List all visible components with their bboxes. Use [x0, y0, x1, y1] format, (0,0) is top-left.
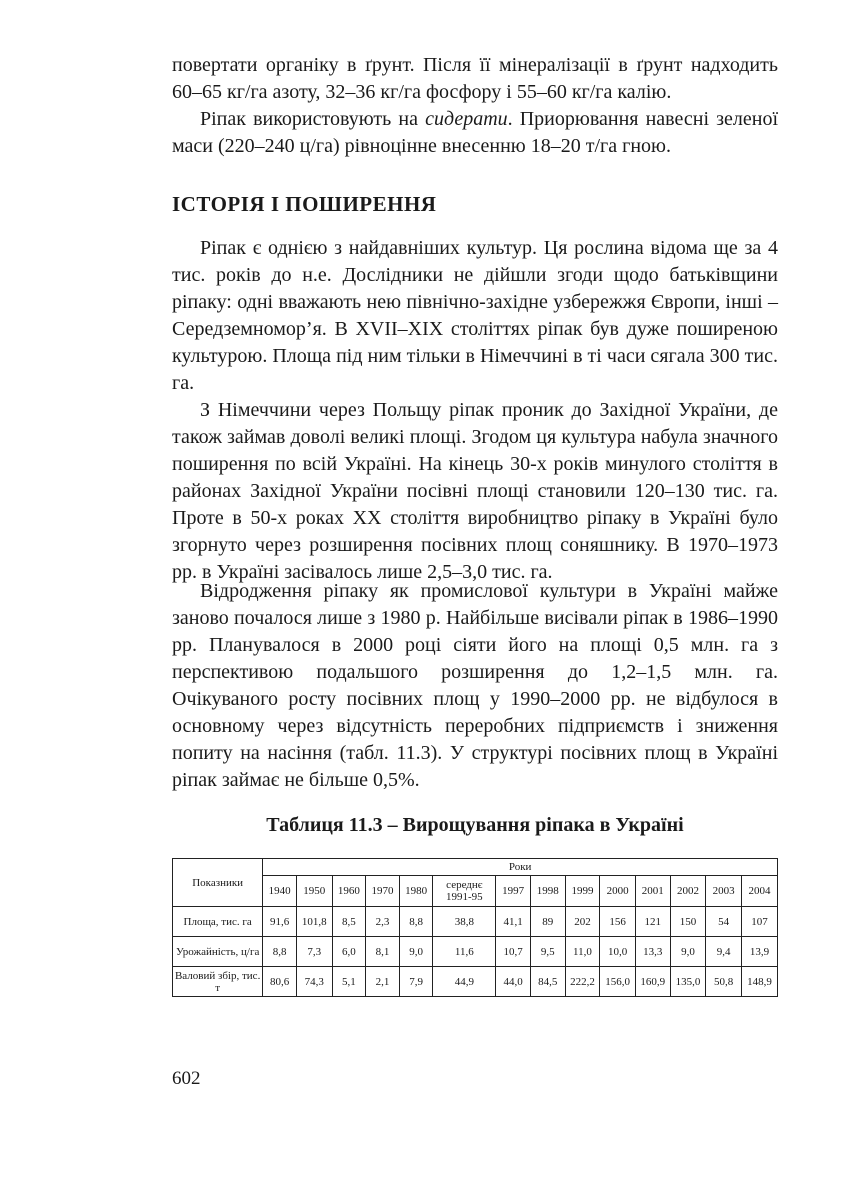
intro-paragraph-2 [172, 106, 778, 160]
table-cell: 121 [635, 907, 670, 937]
table-cell: 44,0 [496, 967, 531, 997]
section-heading: ІСТОРІЯ І ПОШИРЕННЯ [172, 192, 437, 216]
year-header-cell: 1999 [565, 876, 600, 907]
table-cell: 5,1 [332, 967, 366, 997]
year-header-cell: 1997 [496, 876, 531, 907]
intro-p2-italic-term: сидерати [425, 108, 508, 130]
table-cell: 41,1 [496, 907, 531, 937]
year-header-cell: 1950 [296, 876, 332, 907]
year-header-cell: 2003 [706, 876, 742, 907]
table-cell: 9,0 [670, 937, 706, 967]
table-cell: 150 [670, 907, 706, 937]
table-cell: 91,6 [263, 907, 297, 937]
intro-paragraph-1: повертати органіку в ґрунт. Після її мінералізації в ґрунт надходить 60–65 кг/га азоту, 32–36 кг/га фосфору і 55–60 кг/га калію. [172, 54, 778, 103]
table-cell: 135,0 [670, 967, 706, 997]
table-cell: 8,8 [263, 937, 297, 967]
table-cell: 156 [600, 907, 636, 937]
table-cell: 38,8 [433, 907, 496, 937]
table-cell: 160,9 [635, 967, 670, 997]
year-header-cell: середнє 1991-95 [433, 876, 496, 907]
table-cell: 2,3 [366, 907, 400, 937]
year-header-row [173, 876, 778, 907]
year-header-cell: 2002 [670, 876, 706, 907]
table-cell: 8,1 [366, 937, 400, 967]
table-cell: 202 [565, 907, 600, 937]
table-row [173, 967, 778, 997]
table-header-row [173, 859, 778, 876]
table-cell: 13,3 [635, 937, 670, 967]
table-cell: 50,8 [706, 967, 742, 997]
row-label: Урожайність, ц/га [173, 937, 263, 967]
table-row [173, 907, 778, 937]
table-cell: 44,9 [433, 967, 496, 997]
table-cell: 10,7 [496, 937, 531, 967]
table-cell: 148,9 [741, 967, 777, 997]
year-header-cell: 2000 [600, 876, 636, 907]
table-cell: 6,0 [332, 937, 366, 967]
history-paragraph-2: З Німеччини через Польщу ріпак проник до Західної України, де також займав доволі великі площі. Згодом ця культура набула значного поширення по всій Україні. На кінець 30-х років минулого століття в районах Західної України посівні площі становили 120–130 тис. га. Проте в 50-х роках XX століття виробництво ріпаку в Україні було згорнуто через розширення посівних площ соняшнику. В 1970–1973 рр. в Україні засівалось лише 2,5–3,0 тис. га. [172, 399, 778, 583]
table-cell: 101,8 [296, 907, 332, 937]
table-body [173, 907, 778, 997]
year-header-cell: 1998 [530, 876, 565, 907]
table-cell: 2,1 [366, 967, 400, 997]
history-paragraph-3: Відродження ріпаку як промислової культури в Україні майже заново почалося лише з 1980 р. Найбільше висівали ріпак в 1986–1990 рр. Планувалося в 2000 році сіяти його на площі 0,5 млн. га з перспективою подальшого розширення до 1,2–1,5 млн. га. Очікуваного росту посівних площ у 1990–2000 рр. не відбулося в основному через відсутність переробних підприємств і зниження попиту на насіння (табл. 11.3). У структурі посівних площ в Україні ріпак займає не більше 0,5%. [172, 580, 778, 791]
rapeseed-table [172, 858, 778, 997]
table-cell: 80,6 [263, 967, 297, 997]
year-header-cell: 1940 [263, 876, 297, 907]
year-header-cell: 1970 [366, 876, 400, 907]
table-row [173, 937, 778, 967]
table-title: Таблиця 11.3 – Вирощування ріпака в Україні [266, 814, 684, 836]
table-cell: 74,3 [296, 967, 332, 997]
table-cell: 8,5 [332, 907, 366, 937]
table-cell: 9,4 [706, 937, 742, 967]
year-header-cell: 1960 [332, 876, 366, 907]
table-cell: 156,0 [600, 967, 636, 997]
table-cell: 9,0 [399, 937, 433, 967]
indicator-header: Показники [173, 859, 263, 907]
year-header-cell: 1980 [399, 876, 433, 907]
table-cell: 9,5 [530, 937, 565, 967]
row-label: Валовий збір, тис. т [173, 967, 263, 997]
table-cell: 84,5 [530, 967, 565, 997]
table-cell: 107 [741, 907, 777, 937]
year-header-cell: 2001 [635, 876, 670, 907]
table-cell: 89 [530, 907, 565, 937]
intro-p2-end: . Приорювання навесні зеленої маси (220–240 ц/га) рівноцінне внесенню 18–20 т/га гною. [172, 108, 779, 157]
row-label: Площа, тис. га [173, 907, 263, 937]
page-number: 602 [172, 1068, 201, 1089]
years-header: Роки [263, 859, 778, 876]
table-cell: 8,8 [399, 907, 433, 937]
table-cell: 10,0 [600, 937, 636, 967]
table-cell: 13,9 [741, 937, 777, 967]
table-cell: 54 [706, 907, 742, 937]
table-cell: 11,0 [565, 937, 600, 967]
intro-p2-start: Ріпак використовують на [200, 108, 426, 130]
table-cell: 222,2 [565, 967, 600, 997]
table-cell: 11,6 [433, 937, 496, 967]
history-paragraph-1: Ріпак є однією з найдавніших культур. Ця рослина відома ще за 4 тис. років до н.е. Дослідники не дійшли згоди щодо батьківщини ріпаку: одні вважають нею північно-західне узбережжя Європи, інші – Середземномор’я. В XVII–XIX століттях ріпак був дуже поширеною культурою. Площа під ним тільки в Німеччині в ті часи сягала 300 тис. га. [172, 237, 778, 394]
table-cell: 7,3 [296, 937, 332, 967]
table-cell: 7,9 [399, 967, 433, 997]
year-header-cell: 2004 [741, 876, 777, 907]
